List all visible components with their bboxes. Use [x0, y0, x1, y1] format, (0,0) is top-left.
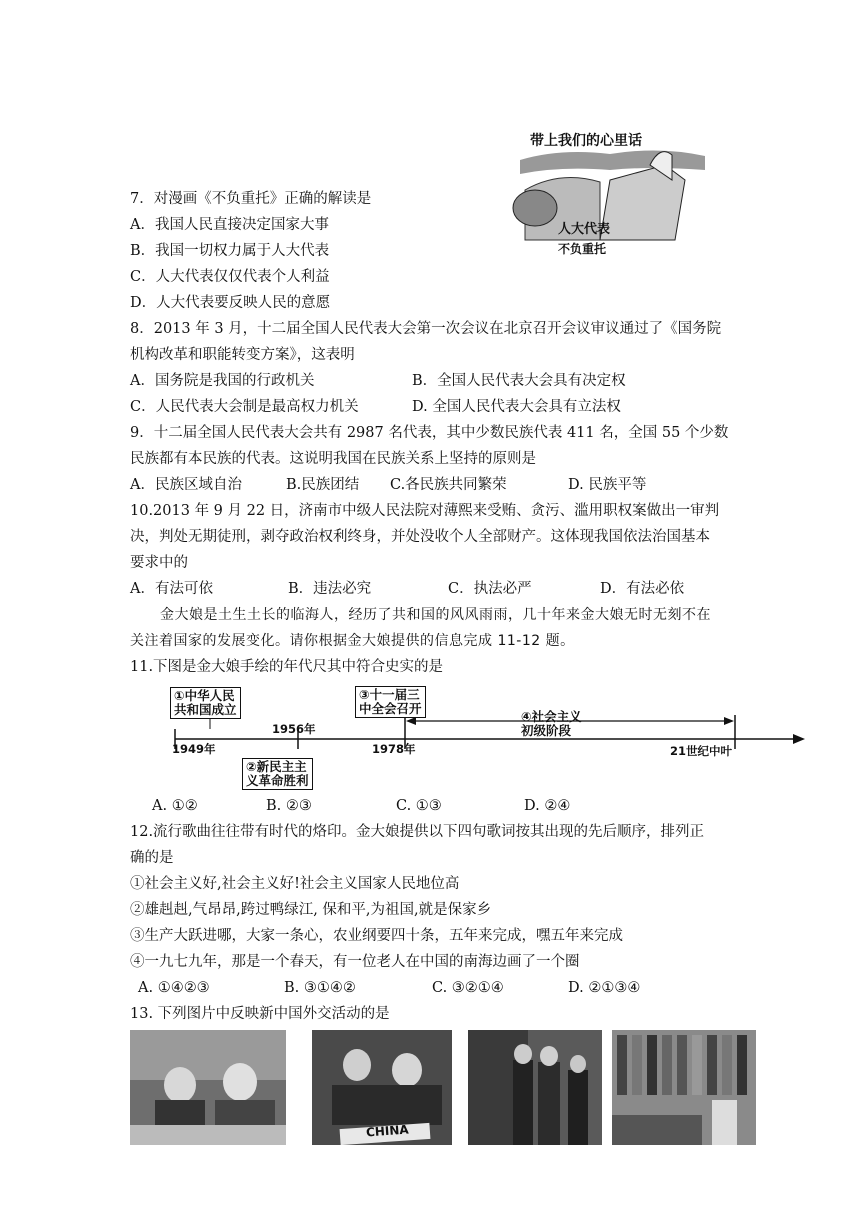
q13-stem: 13. 下列图片中反映新中国外交活动的是: [130, 1006, 390, 1022]
q7-stem: 7．对漫画《不负重托》正确的解读是: [130, 191, 372, 207]
intro-line2: 关注着国家的发展变化。请你根据金大娘提供的信息完成 11-12 题。: [130, 633, 575, 649]
q8-option-b: B．全国人民代表大会具有决定权: [412, 373, 626, 389]
timeline-box-2: [242, 758, 313, 790]
q7-option-c: C．人大代表仅仅代表个人利益: [130, 269, 330, 285]
q12-option-a: A. ①④②③: [138, 980, 210, 996]
q12-option-d: D. ②①③④: [568, 980, 641, 996]
cartoon-top-caption: 带上我们的心里话: [530, 133, 642, 149]
q12-lyric-2: ②雄赳赳,气昂昂,跨过鸭绿江, 保和平,为祖国,就是保家乡: [130, 902, 492, 918]
q10-stem-line1: 10.2013 年 9 月 22 日，济南市中级人民法院对薄熙来受贿、贪污、滥用职权案做出一审判: [130, 503, 720, 519]
photo-3-handshake: [468, 1030, 602, 1145]
q7-option-a: A．我国人民直接决定国家大事: [130, 217, 329, 233]
q12-lyric-4: ④一九七九年，那是一个春天，有一位老人在中国的南海边画了一个圈: [130, 954, 580, 970]
timeline-21st-century: 21世纪中叶: [670, 744, 733, 758]
photo-2-un-seat: [312, 1030, 452, 1145]
photo-3-image: [468, 1030, 602, 1145]
q11-option-c: C. ①③: [396, 798, 442, 814]
q9-stem-line1: 9．十二届全国人民代表大会共有 2987 名代表，其中少数民族代表 411 名，全国 55 个少数: [130, 425, 729, 441]
timeline-box-1-line2: 共和国成立: [174, 702, 237, 717]
q11-stem: 11.下图是金大娘手绘的年代尺其中符合史实的是: [130, 659, 444, 675]
cartoon-title: 不负重托: [558, 242, 607, 256]
photo-1-banquet: [130, 1030, 286, 1145]
q10-stem-line3: 要求中的: [130, 555, 188, 571]
timeline-box-4: [518, 709, 585, 739]
timeline-year-1978: 1978年: [372, 742, 416, 756]
q12-lyric-1: ①社会主义好,社会主义好!社会主义国家人民地位高: [130, 876, 460, 892]
q8-stem-line1: 8．2013 年 3 月，十二届全国人民代表大会第一次会议在北京召开会议审议通过了《国务院: [130, 321, 722, 337]
q10-option-d: D．有法必依: [600, 581, 685, 597]
q9-option-a: A．民族区域自治: [130, 477, 242, 493]
q12-option-c: C. ③②①④: [432, 980, 504, 996]
q8-stem-line2: 机构改革和职能转变方案》，这表明: [130, 347, 355, 363]
q7-option-d: D．人大代表要反映人民的意愿: [130, 295, 331, 311]
q11-option-a: A. ①②: [152, 798, 198, 814]
timeline-box-3-line1: ③十一届三: [359, 687, 420, 702]
cartoon-label: 人大代表: [558, 222, 611, 237]
timeline-year-1949: 1949年: [172, 742, 216, 756]
photo-4-conference: [612, 1030, 756, 1145]
q9-option-d: D. 民族平等: [568, 477, 647, 493]
q8-option-d: D. 全国人民代表大会具有立法权: [412, 399, 621, 415]
timeline-box-4-line1: ④社会主义: [521, 709, 582, 724]
q8-option-a: A．国务院是我国的行政机关: [130, 373, 315, 389]
timeline-box-4-line2: 初级阶段: [521, 723, 572, 738]
timeline-box-3-line2: 中全会召开: [359, 701, 422, 716]
q7-option-b: B．我国一切权力属于人大代表: [130, 243, 330, 259]
timeline-box-1: [170, 687, 241, 719]
q10-option-a: A．有法可依: [130, 581, 213, 597]
q10-option-b: B．违法必究: [288, 581, 372, 597]
q11-option-d: D. ②④: [524, 798, 571, 814]
photo-4-image: [612, 1030, 756, 1145]
q10-option-c: C．执法必严: [448, 581, 532, 597]
q12-option-b: B. ③①④②: [284, 980, 356, 996]
timeline-box-2-line2: 义革命胜利: [246, 773, 309, 788]
q12-stem-line1: 12.流行歌曲往往带有时代的烙印。金大娘提供以下四句歌词按其出现的先后顺序，排列正: [130, 824, 705, 840]
q11-option-b: B. ②③: [266, 798, 312, 814]
q9-option-c: C.各民族共同繁荣: [390, 477, 507, 493]
timeline-diagram: [150, 683, 810, 793]
intro-line1: 金大娘是土生土长的临海人，经历了共和国的风风雨雨，几十年来金大娘无时无刻不在: [160, 607, 711, 623]
photo-1-image: [130, 1030, 286, 1145]
photo-2-china-sign: CHINA: [365, 1122, 410, 1140]
q12-stem-line2: 确的是: [130, 850, 174, 866]
q10-stem-line2: 决，判处无期徒刑，剥夺政治权利终身，并处没收个人全部财产。这体现我国依法治国基本: [130, 529, 710, 545]
q9-option-b: B.民族团结: [286, 477, 360, 493]
q12-lyric-3: ③生产大跃进哪，大家一条心，农业纲要四十条，五年来完成，嘿五年来完成: [130, 928, 623, 944]
q8-option-c: C．人民代表大会制是最高权力机关: [130, 399, 359, 415]
timeline-box-1-line1: ①中华人民: [174, 688, 235, 703]
cartoon-not-fail-trust: [500, 120, 712, 260]
timeline-box-3: [355, 686, 426, 718]
timeline-year-1956: 1956年: [272, 722, 316, 736]
q9-stem-line2: 民族都有本民族的代表。这说明我国在民族关系上坚持的原则是: [130, 451, 536, 467]
timeline-box-2-line1: ②新民主主: [246, 759, 307, 774]
